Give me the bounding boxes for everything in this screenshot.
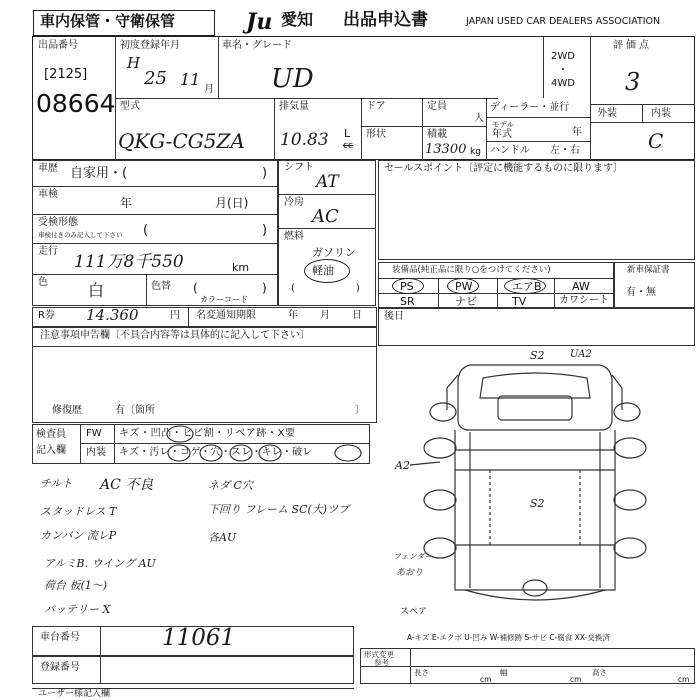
- inspection-label: 車検: [38, 189, 58, 200]
- storage-tag-text: 車内保管・守衛保管: [40, 12, 176, 30]
- receipt-open: (: [143, 223, 149, 238]
- dealer-import-label: ディーラー・並行: [490, 102, 570, 113]
- interior-label: 内装: [651, 108, 671, 119]
- registration-year: 25: [144, 68, 167, 89]
- receipt-close: ): [262, 223, 268, 238]
- equipment-item: PS: [400, 280, 414, 293]
- equipment-item: SR: [400, 295, 415, 308]
- displacement-unit-cc: cc: [343, 141, 353, 151]
- warranty-label: 新車保証書: [627, 265, 670, 275]
- notes-label: 注意事項申告欄〔不具合内容等は具体的に記入して下さい〕: [40, 330, 310, 341]
- color-code-label: カラーコード: [200, 295, 248, 304]
- stamp-sub: 参考: [374, 658, 389, 667]
- lot-number: 08664: [36, 89, 116, 118]
- capacity-unit: 人: [474, 113, 484, 124]
- diagram-s2-top: S2: [530, 349, 545, 362]
- handwritten-note: バッテリー X: [44, 603, 111, 616]
- association-name: JAPAN USED CAR DEALERS ASSOCIATION: [466, 16, 661, 27]
- registration-row: [32, 656, 354, 684]
- door-label: ドア: [366, 101, 386, 112]
- rating-score: 3: [625, 68, 641, 96]
- color-label: 色: [38, 277, 48, 288]
- fuel-gasoline: ガソリン: [312, 246, 356, 259]
- handwritten-note: ネダ C穴: [208, 479, 253, 492]
- mileage-label: 走行: [38, 246, 58, 257]
- car-name-value: UD: [271, 64, 314, 94]
- notice-label: 名変通知期限: [196, 310, 256, 321]
- load-value: 13300: [425, 142, 467, 157]
- dealer-model-label: モデル: [492, 120, 515, 129]
- color-change-close: ): [262, 281, 267, 295]
- registration-month: 11: [180, 70, 201, 89]
- capacity-label: 定員: [427, 101, 447, 112]
- handle-value: 左・右: [550, 145, 580, 156]
- bottom-label: ユーザー様記入欄: [38, 689, 111, 699]
- equipment-item: PW: [455, 280, 473, 293]
- checker-label-2: 記入欄: [36, 445, 66, 456]
- length-label: 長さ: [414, 668, 429, 677]
- handwritten-note: アルミB. ウイング AU: [44, 557, 156, 570]
- drive-2wd: 2WD: [551, 51, 575, 62]
- displacement-label: 排気量: [279, 101, 309, 112]
- recycle-unit: 円: [170, 310, 180, 321]
- chassis-value: 11061: [162, 625, 236, 651]
- fuel-label: 燃料: [284, 231, 304, 242]
- registration-label: 初度登録年月: [120, 40, 180, 51]
- model-label: 型式: [120, 101, 140, 112]
- mileage-value: 111万8千550: [74, 252, 184, 272]
- handwritten-note: 荷台 板(1〜): [44, 579, 108, 592]
- color-value: 白: [88, 281, 105, 300]
- shape-label: 形状: [366, 129, 386, 140]
- registration-no-label: 登録番号: [40, 662, 80, 673]
- receipt-note: 車検付きのみ記入して下さい: [38, 231, 123, 239]
- checker-label-1: 検査員: [36, 429, 66, 440]
- equipment-label: 装備品(純正品に限り○をつけてください): [392, 265, 551, 275]
- recycle-label: R券: [38, 310, 55, 321]
- ju-logo: Ju: [246, 9, 273, 35]
- damage-legend: A-キズ E-エクボ U-凹み W-補修跡 S-サビ C-腐食 XX-交換済: [407, 633, 610, 642]
- car-name-label: 車名・グレード: [222, 40, 292, 51]
- repair-value: 有〔箇所: [115, 405, 155, 416]
- handwritten-note: AC 不良: [100, 477, 154, 493]
- load-label: 積載: [427, 129, 447, 140]
- displacement-unit-l: L: [344, 127, 351, 140]
- mileage-unit: km: [232, 261, 250, 274]
- color-change-label: 色替: [151, 281, 171, 292]
- shift-label: シフト: [284, 162, 314, 173]
- lot-sub-number: [2125]: [44, 67, 88, 82]
- exterior-label: 外装: [597, 108, 617, 119]
- handwritten-note: 下回り フレーム SC(大)ツブ: [208, 503, 350, 516]
- fuel-open: (: [291, 283, 295, 294]
- handwritten-note: カンバン 流レP: [40, 529, 117, 542]
- logo-city: 愛知: [281, 10, 314, 29]
- stamp-label: 形式変更: [364, 650, 394, 659]
- spare-label: スペア: [400, 607, 428, 617]
- dealer-year-unit: 年: [572, 127, 582, 138]
- interior-grade: C: [648, 129, 664, 153]
- drive-4wd: 4WD: [551, 78, 575, 89]
- handwritten-note: チルト: [40, 477, 73, 490]
- model-value: QKG-CG5ZA: [118, 129, 245, 153]
- repair-close: 〕: [355, 405, 365, 416]
- notice-month: 月: [320, 310, 330, 321]
- warranty-value: 有・無: [626, 287, 656, 298]
- history-label: 車歴: [38, 163, 58, 174]
- equipment-item: カワシート: [559, 295, 609, 306]
- drive-dot: ・: [558, 65, 568, 76]
- fuel-diesel: 軽油: [312, 264, 334, 277]
- equipment-item: ナビ: [455, 295, 477, 308]
- height-label: 高さ: [592, 668, 607, 677]
- displacement-value: 10.83: [280, 130, 329, 150]
- diagram-ua2-top: UA2: [570, 349, 592, 360]
- equipment-item: TV: [512, 295, 527, 308]
- diagram-fender-note: あおり: [396, 568, 424, 578]
- handle-label: ハンドル: [490, 145, 530, 156]
- notice-day: 日: [352, 310, 362, 321]
- rating-label: 評価点: [613, 40, 652, 51]
- height-unit: cm: [678, 675, 690, 684]
- load-unit: kg: [470, 147, 481, 157]
- length-unit: cm: [480, 675, 492, 684]
- handwritten-note: スタッドレス T: [40, 505, 117, 518]
- dealer-year-label: 年式: [492, 129, 512, 140]
- history-close: ): [262, 166, 268, 181]
- recycle-value: 14.360: [86, 306, 139, 324]
- diagram-a2-left: A2: [395, 459, 410, 472]
- sales-point-label: セールスポイント〔評定に機能するものに限ります〕: [384, 163, 624, 174]
- ac-label: 冷房: [284, 197, 304, 208]
- inspection-month-unit: 月(日): [215, 196, 249, 210]
- history-value: 自家用・(: [70, 166, 128, 181]
- diagram-s2-mid: S2: [530, 497, 545, 510]
- handwritten-note: 各AU: [208, 531, 237, 544]
- registration-era: H: [127, 54, 141, 72]
- checker-interior-items: キズ・汚レ・コゲ・穴・スレ・キレ・破レ: [119, 447, 313, 458]
- notice-year: 年: [288, 310, 298, 321]
- checker-fw-label: FW: [86, 428, 102, 439]
- lot-label: 出品番号: [38, 40, 78, 51]
- checker-interior-label: 内装: [86, 447, 106, 458]
- shift-value: AT: [316, 172, 339, 192]
- equipment-item: エアB: [512, 280, 542, 293]
- color-change-open: (: [193, 281, 198, 295]
- chassis-label: 車台番号: [40, 632, 80, 643]
- diagram-fender: フェンダー: [393, 552, 433, 561]
- inspection-year-unit: 年: [120, 196, 133, 210]
- form-title: 出品申込書: [343, 10, 428, 30]
- fuel-close: ): [356, 283, 360, 294]
- width-unit: cm: [570, 675, 582, 684]
- month-unit: 月: [204, 84, 214, 95]
- checker-fw-items: キズ・凹凸・ヒビ割・リペア跡・X要: [119, 428, 296, 439]
- repair-label: 修復歴: [52, 405, 82, 416]
- receipt-label: 受検形態: [38, 217, 78, 228]
- width-label: 幅: [500, 668, 508, 677]
- equipment-item: AW: [572, 280, 590, 293]
- ac-value: AC: [312, 206, 339, 227]
- rear-label: 後日: [384, 311, 404, 322]
